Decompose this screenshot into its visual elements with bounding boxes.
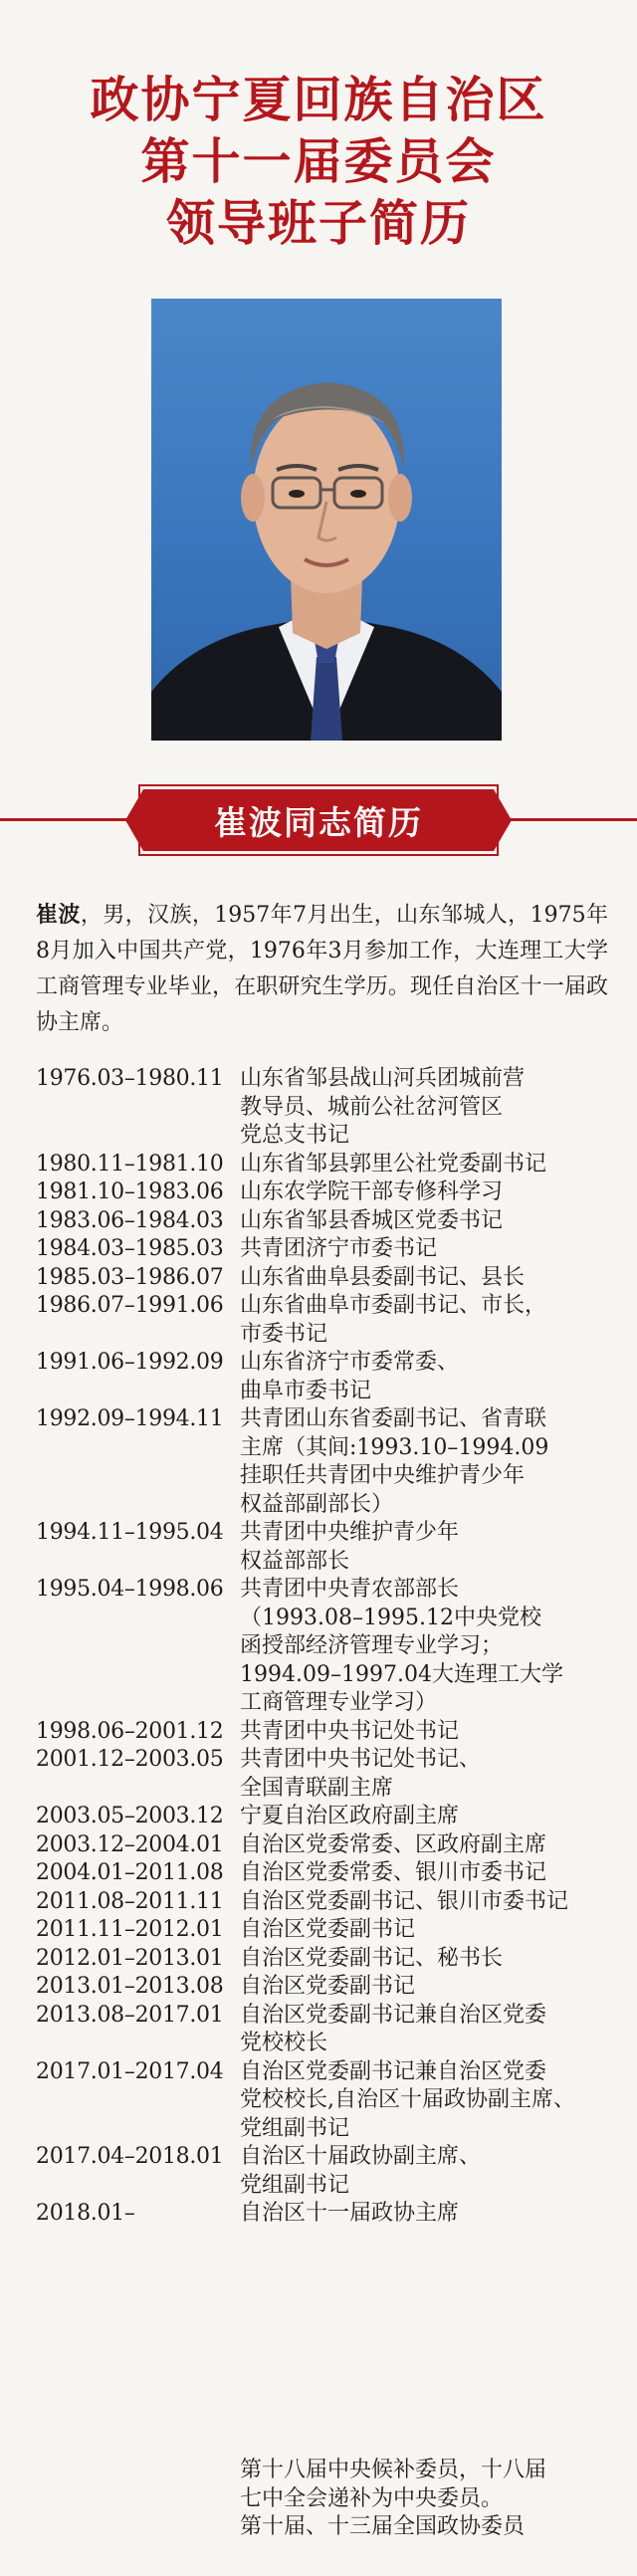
timeline-description-line: 自治区党委常委、银川市委书记	[240, 1860, 547, 1885]
timeline-description-line: 自治区党委副书记兼自治区党委	[240, 2058, 547, 2084]
timeline-description	[240, 1973, 613, 2002]
note-line: 第十八届中央候补委员，十八届	[240, 2458, 547, 2482]
timeline-row	[36, 1207, 613, 1236]
timeline-date: 2004.01–2011.08	[36, 1860, 224, 1885]
timeline-description-line: 市委书记	[240, 1321, 328, 1347]
timeline-row	[36, 1576, 613, 1718]
note-line: 七中全会递补为中央委员。	[240, 2485, 504, 2511]
timeline-date: 2017.04–2018.01	[36, 2144, 224, 2169]
title-line-2: 第十一届委员会	[140, 133, 497, 190]
timeline-row	[36, 1349, 613, 1405]
timeline-description-line: 山东省邹县香城区党委书记	[240, 1207, 504, 1233]
timeline-row	[36, 1519, 613, 1576]
timeline-description-line: 宁夏自治区政府副主席	[240, 1804, 460, 1828]
timeline-description	[240, 1264, 613, 1293]
timeline-row	[36, 1405, 613, 1519]
timeline-description-line: 权益部部长	[240, 1548, 350, 1574]
timeline-date: 1991.06–1992.09	[36, 1350, 224, 1375]
timeline-description	[240, 1888, 613, 1917]
timeline-description-line: 党校校长,自治区十届政协副主席、	[240, 2087, 575, 2112]
timeline-date: 2012.01–2013.01	[36, 1945, 224, 1971]
timeline-description-line: 共青团中央书记处书记、	[240, 1747, 482, 1772]
timeline-description-line: 党组副书记	[240, 2172, 350, 2198]
timeline-description-line: 党总支书记	[240, 1123, 350, 1148]
timeline-description	[240, 1945, 613, 1974]
timeline-description-line: 自治区党委副书记、银川市委书记	[240, 1888, 569, 1914]
note-line: 第十届、十三届全国政协委员	[240, 2514, 526, 2539]
timeline-description	[240, 1803, 613, 1831]
timeline-date: 1992.09–1994.11	[36, 1406, 224, 1431]
timeline-date: 1984.03–1985.03	[36, 1236, 224, 1261]
timeline-description	[240, 2200, 613, 2229]
timeline-description	[240, 1349, 613, 1405]
timeline-description-line: 工商管理专业学习）	[240, 1690, 438, 1715]
timeline-date: 1994.11–1995.04	[36, 1520, 224, 1545]
document-title	[0, 70, 637, 255]
timeline-description	[240, 2002, 613, 2058]
title-line-3: 领导班子简历	[165, 195, 471, 252]
timeline-date: 2013.01–2013.08	[36, 1974, 224, 1999]
timeline-description	[240, 1405, 613, 1519]
timeline-date: 1995.04–1998.06	[36, 1577, 224, 1602]
timeline-description	[240, 1179, 613, 1207]
timeline-description	[240, 1235, 613, 1264]
timeline-description	[240, 1151, 613, 1180]
timeline-description-line: 共青团中央青农部部长	[240, 1577, 460, 1602]
timeline-row	[36, 1065, 613, 1151]
timeline-row	[36, 1264, 613, 1293]
section-banner	[143, 789, 494, 851]
timeline-description-line: 1994.09–1997.04大连理工大学	[240, 1661, 563, 1687]
timeline-date: 1986.07–1991.06	[36, 1293, 224, 1318]
timeline-description-line: 山东省曲阜市委副书记、市长，	[240, 1293, 547, 1318]
timeline-row	[36, 1718, 613, 1747]
timeline-row	[36, 1831, 613, 1860]
timeline-description-line: 自治区十届政协副主席、	[240, 2144, 482, 2169]
timeline-row	[36, 2143, 613, 2200]
timeline-description-line: 函授部经济管理专业学习；	[240, 1633, 504, 1658]
timeline-description-line: 山东省曲阜县委副书记、县长	[240, 1264, 526, 1290]
timeline-description-line: 山东省邹县战山河兵团城前营	[240, 1066, 526, 1091]
timeline-description-line: 权益部副部长）	[240, 1491, 394, 1517]
timeline-date: 2018.01–	[36, 2201, 135, 2226]
timeline-date: 2003.05–2003.12	[36, 1804, 224, 1828]
timeline-description-line: 党组副书记	[240, 2115, 350, 2141]
timeline-description-line: 自治区党委副书记	[240, 1974, 416, 1999]
timeline-row	[36, 2002, 613, 2058]
timeline-description-line: 主席（其间:1993.10–1994.09	[240, 1434, 549, 1460]
timeline-date: 1980.11–1981.10	[36, 1151, 224, 1177]
timeline-date: 1998.06–2001.12	[36, 1718, 224, 1744]
timeline-description	[240, 1576, 613, 1718]
portrait-photo	[151, 299, 502, 741]
timeline-description-line: 自治区党委副书记兼自治区党委	[240, 2002, 547, 2028]
banner-label: 崔波同志简历	[214, 802, 423, 842]
timeline-description	[240, 1718, 613, 1747]
timeline-date: 1985.03–1986.07	[36, 1264, 224, 1290]
timeline-date: 2001.12–2003.05	[36, 1747, 224, 1772]
career-timeline	[36, 1065, 613, 2229]
timeline-description	[240, 1746, 613, 1803]
timeline-description	[240, 1292, 613, 1349]
timeline-description	[240, 1519, 613, 1576]
timeline-row	[36, 2200, 613, 2229]
timeline-date: 2003.12–2004.01	[36, 1831, 224, 1857]
timeline-description-line: 自治区十一届政协主席	[240, 2201, 460, 2226]
timeline-description-line: 自治区党委副书记、秘书长	[240, 1945, 504, 1971]
timeline-date: 1983.06–1984.03	[36, 1207, 224, 1233]
timeline-row	[36, 1973, 613, 2002]
timeline-date: 1981.10–1983.06	[36, 1180, 224, 1204]
timeline-row	[36, 1235, 613, 1264]
timeline-description-line: 山东省邹县郭里公社党委副书记	[240, 1151, 547, 1177]
timeline-row	[36, 1945, 613, 1974]
portrait-illustration	[151, 299, 502, 741]
timeline-row	[36, 1916, 613, 1945]
timeline-description-line: 教导员、城前公社岔河管区	[240, 1094, 504, 1120]
timeline-description-line: 全国青联副主席	[240, 1775, 394, 1801]
timeline-description	[240, 1207, 613, 1236]
timeline-description	[240, 2058, 613, 2144]
timeline-row	[36, 1292, 613, 1349]
timeline-description-line: 共青团中央书记处书记	[240, 1718, 460, 1744]
timeline-description	[240, 2143, 613, 2200]
timeline-description-line: 共青团中央维护青少年	[240, 1520, 460, 1545]
timeline-description-line: 自治区党委常委、区政府副主席	[240, 1831, 547, 1857]
timeline-description-line: （1993.08–1995.12中央党校	[240, 1605, 541, 1630]
timeline-date: 2011.08–2011.11	[36, 1888, 224, 1914]
timeline-description	[240, 1065, 613, 1151]
timeline-date: 1976.03–1980.11	[36, 1066, 224, 1091]
timeline-date: 2017.01–2017.04	[36, 2058, 224, 2084]
timeline-row	[36, 1859, 613, 1888]
timeline-row	[36, 1151, 613, 1180]
timeline-description-line: 山东农学院干部专修科学习	[240, 1180, 504, 1204]
additional-notes	[240, 2457, 618, 2542]
intro-paragraph	[36, 898, 608, 1041]
timeline-description-line: 共青团山东省委副书记、省青联	[240, 1406, 547, 1431]
timeline-description	[240, 1916, 613, 1945]
timeline-description-line: 挂职任共青团中央维护青少年	[240, 1463, 526, 1488]
person-name: 崔波	[36, 903, 81, 928]
timeline-description-line: 山东省济宁市委常委、	[240, 1350, 460, 1375]
timeline-description-line: 自治区党委副书记	[240, 1917, 416, 1942]
timeline-description	[240, 1831, 613, 1860]
timeline-row	[36, 1746, 613, 1803]
timeline-date: 2011.11–2012.01	[36, 1917, 224, 1942]
title-line-1: 政协宁夏回族自治区	[90, 72, 547, 128]
timeline-row	[36, 1888, 613, 1917]
timeline-description	[240, 1859, 613, 1888]
timeline-row	[36, 1179, 613, 1207]
timeline-row	[36, 2058, 613, 2144]
timeline-row	[36, 1803, 613, 1831]
timeline-description-line: 曲阜市委书记	[240, 1378, 372, 1403]
timeline-date: 2013.08–2017.01	[36, 2002, 224, 2028]
timeline-description-line: 党校校长	[240, 2031, 328, 2055]
timeline-description-line: 共青团济宁市委书记	[240, 1236, 438, 1261]
intro-text: ，男，汉族，1957年7月出生，山东邹城人，1975年8月加入中国共产党，1976年3月参加工作，大连理工大学工商管理专业毕业，在职研究生学历。现任自治区十一届政协主席。	[36, 903, 608, 1035]
